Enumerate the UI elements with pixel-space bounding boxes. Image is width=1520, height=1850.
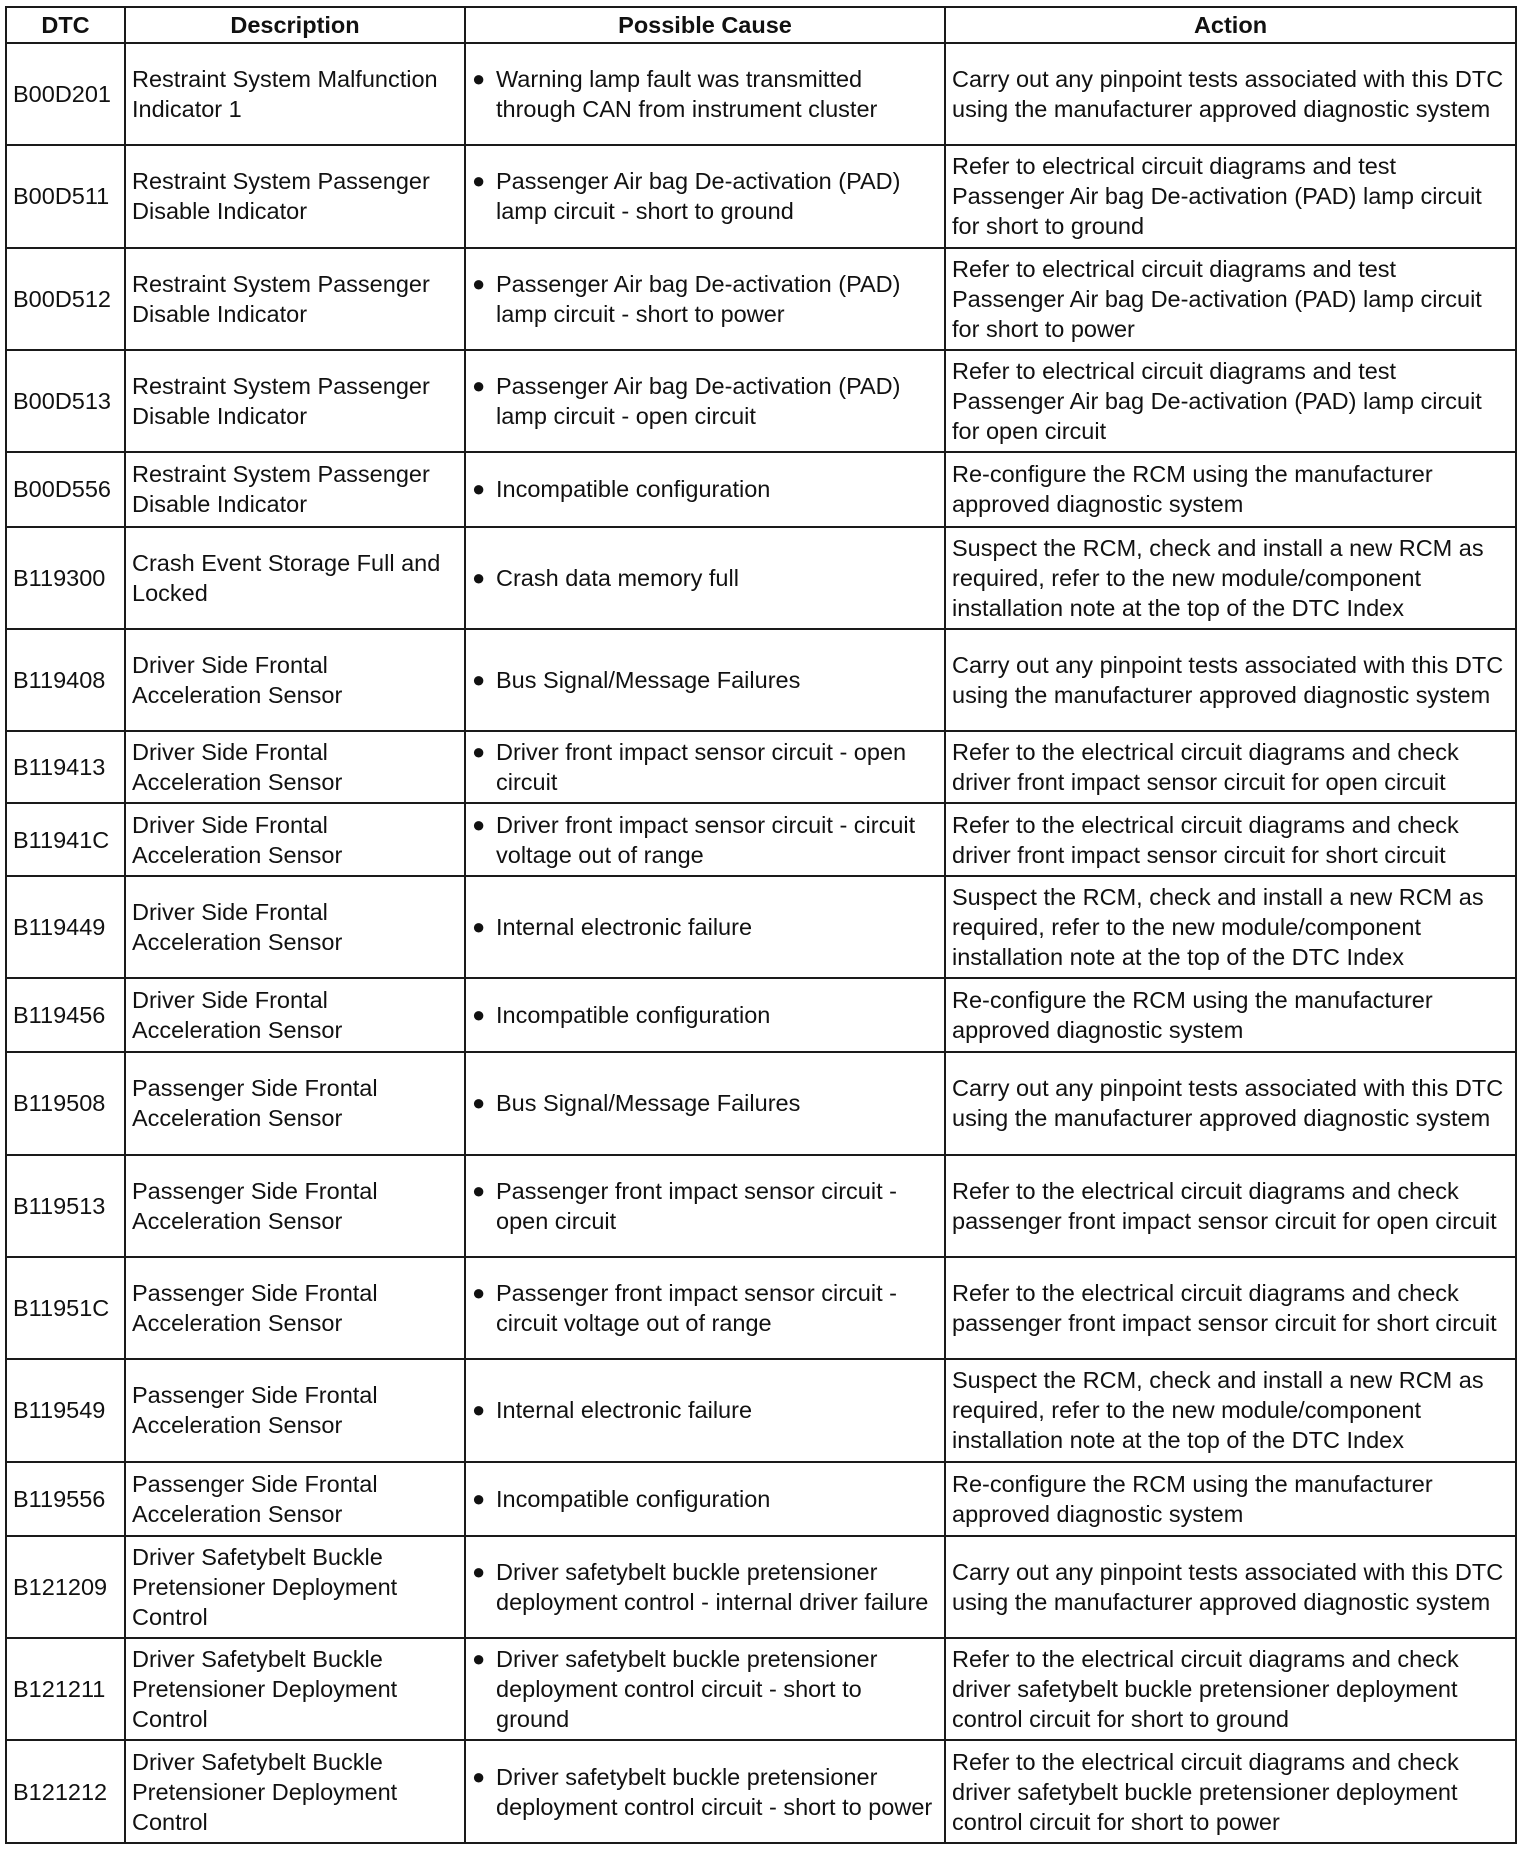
bullet-icon: ●	[472, 811, 486, 837]
possible-cause-cell	[465, 629, 945, 731]
dtc-description: Passenger Side Frontal Acceleration Sensor	[125, 1257, 465, 1359]
dtc-code: B00D513	[6, 350, 125, 452]
bullet-icon: ●	[472, 270, 486, 296]
cause-list-item	[472, 1484, 940, 1514]
table-row	[6, 43, 1516, 145]
possible-cause-cell	[465, 145, 945, 247]
possible-cause-cell	[465, 1155, 945, 1257]
cause-list-item	[472, 665, 940, 695]
table-row	[6, 1638, 1516, 1740]
dtc-code: B119413	[6, 731, 125, 803]
possible-cause-text: Passenger Air bag De-activation (PAD) lamp circuit - short to power	[496, 270, 901, 327]
action-text: Re-configure the RCM using the manufacturer approved diagnostic system	[945, 978, 1516, 1052]
action-text: Refer to electrical circuit diagrams and test Passenger Air bag De-activation (PAD) lamp circuit for open circuit	[945, 350, 1516, 452]
action-text: Suspect the RCM, check and install a new RCM as required, refer to the new module/component installation note at the top of the DTC Index	[945, 1359, 1516, 1461]
possible-cause-cell	[465, 527, 945, 629]
dtc-code: B121211	[6, 1638, 125, 1740]
cause-list-item	[472, 1278, 940, 1338]
table-row	[6, 1462, 1516, 1536]
bullet-icon: ●	[472, 564, 486, 590]
dtc-code: B119456	[6, 978, 125, 1052]
dtc-table	[5, 6, 1517, 1844]
action-text: Suspect the RCM, check and install a new RCM as required, refer to the new module/component installation note at the top of the DTC Index	[945, 527, 1516, 629]
dtc-code: B119549	[6, 1359, 125, 1461]
action-text: Refer to the electrical circuit diagrams and check passenger front impact sensor circuit for short circuit	[945, 1257, 1516, 1359]
possible-cause-text: Driver safetybelt buckle pretensioner deployment control circuit - short to power	[496, 1763, 933, 1820]
possible-cause-cell	[465, 876, 945, 978]
action-text: Refer to the electrical circuit diagrams and check passenger front impact sensor circuit for open circuit	[945, 1155, 1516, 1257]
dtc-description: Driver Side Frontal Acceleration Sensor	[125, 629, 465, 731]
cause-list-item	[472, 912, 940, 942]
cause-list-item	[472, 1644, 940, 1734]
dtc-code: B119508	[6, 1052, 125, 1154]
action-text: Carry out any pinpoint tests associated with this DTC using the manufacturer approved diagnostic system	[945, 1052, 1516, 1154]
bullet-icon: ●	[472, 1177, 486, 1203]
possible-cause-cell	[465, 1462, 945, 1536]
bullet-icon: ●	[472, 66, 486, 92]
possible-cause-cell	[465, 731, 945, 803]
action-text: Carry out any pinpoint tests associated with this DTC using the manufacturer approved diagnostic system	[945, 629, 1516, 731]
table-body	[6, 43, 1516, 1843]
cause-list-item	[472, 1000, 940, 1030]
possible-cause-text: Warning lamp fault was transmitted through CAN from instrument cluster	[496, 66, 878, 123]
cause-list-item	[472, 810, 940, 870]
dtc-code: B119449	[6, 876, 125, 978]
dtc-code: B119556	[6, 1462, 125, 1536]
dtc-code: B00D512	[6, 248, 125, 350]
bullet-icon: ●	[472, 739, 486, 765]
dtc-description: Crash Event Storage Full and Locked	[125, 527, 465, 629]
possible-cause-text: Incompatible configuration	[496, 1485, 771, 1512]
cause-list-item	[472, 166, 940, 226]
dtc-code: B11941C	[6, 803, 125, 875]
table-row	[6, 1052, 1516, 1154]
possible-cause-text: Internal electronic failure	[496, 913, 753, 940]
cause-list-item	[472, 1176, 940, 1236]
action-text: Refer to electrical circuit diagrams and test Passenger Air bag De-activation (PAD) lamp circuit for short to ground	[945, 145, 1516, 247]
possible-cause-cell	[465, 248, 945, 350]
dtc-description: Driver Safetybelt Buckle Pretensioner Deployment Control	[125, 1638, 465, 1740]
table-row	[6, 731, 1516, 803]
possible-cause-text: Passenger Air bag De-activation (PAD) lamp circuit - short to ground	[496, 168, 901, 225]
dtc-code: B00D201	[6, 43, 125, 145]
possible-cause-cell	[465, 1638, 945, 1740]
cause-list-item	[472, 563, 940, 593]
header-dtc: DTC	[6, 7, 125, 43]
header-action: Action	[945, 7, 1516, 43]
cause-list-item	[472, 1088, 940, 1118]
table-row	[6, 452, 1516, 526]
possible-cause-cell	[465, 978, 945, 1052]
possible-cause-text: Bus Signal/Message Failures	[496, 667, 801, 694]
action-text: Carry out any pinpoint tests associated with this DTC using the manufacturer approved diagnostic system	[945, 1536, 1516, 1638]
bullet-icon: ●	[472, 667, 486, 693]
bullet-icon: ●	[472, 373, 486, 399]
bullet-icon: ●	[472, 1763, 486, 1789]
dtc-description: Driver Side Frontal Acceleration Sensor	[125, 731, 465, 803]
possible-cause-cell	[465, 1359, 945, 1461]
cause-list-item	[472, 1395, 940, 1425]
table-row	[6, 978, 1516, 1052]
bullet-icon: ●	[472, 1485, 486, 1511]
cause-list-item	[472, 269, 940, 329]
dtc-description: Driver Side Frontal Acceleration Sensor	[125, 803, 465, 875]
bullet-icon: ●	[472, 1280, 486, 1306]
action-text: Refer to the electrical circuit diagrams and check driver front impact sensor circuit for short circuit	[945, 803, 1516, 875]
table-row	[6, 876, 1516, 978]
table-row	[6, 1359, 1516, 1461]
dtc-code: B121209	[6, 1536, 125, 1638]
action-text: Re-configure the RCM using the manufacturer approved diagnostic system	[945, 452, 1516, 526]
dtc-code: B119300	[6, 527, 125, 629]
dtc-description: Driver Side Frontal Acceleration Sensor	[125, 978, 465, 1052]
dtc-description: Passenger Side Frontal Acceleration Sensor	[125, 1052, 465, 1154]
bullet-icon: ●	[472, 1397, 486, 1423]
cause-list-item	[472, 64, 940, 124]
bullet-icon: ●	[472, 1558, 486, 1584]
dtc-code: B121212	[6, 1740, 125, 1843]
bullet-icon: ●	[472, 1646, 486, 1672]
dtc-description: Restraint System Passenger Disable Indicator	[125, 452, 465, 526]
cause-list-item	[472, 1557, 940, 1617]
possible-cause-text: Internal electronic failure	[496, 1397, 753, 1424]
cause-list-item	[472, 474, 940, 504]
possible-cause-text: Driver safetybelt buckle pretensioner deployment control circuit - short to ground	[496, 1646, 878, 1733]
table-row	[6, 145, 1516, 247]
bullet-icon: ●	[472, 476, 486, 502]
possible-cause-cell	[465, 350, 945, 452]
possible-cause-text: Incompatible configuration	[496, 476, 771, 503]
action-text: Re-configure the RCM using the manufacturer approved diagnostic system	[945, 1462, 1516, 1536]
action-text: Carry out any pinpoint tests associated with this DTC using the manufacturer approved diagnostic system	[945, 43, 1516, 145]
action-text: Refer to the electrical circuit diagrams and check driver safetybelt buckle pretensioner deployment control circuit for short to power	[945, 1740, 1516, 1843]
possible-cause-cell	[465, 803, 945, 875]
header-possible-cause: Possible Cause	[465, 7, 945, 43]
possible-cause-text: Driver front impact sensor circuit - open circuit	[496, 739, 907, 796]
action-text: Refer to electrical circuit diagrams and test Passenger Air bag De-activation (PAD) lamp circuit for short to power	[945, 248, 1516, 350]
dtc-code: B00D511	[6, 145, 125, 247]
action-text: Suspect the RCM, check and install a new RCM as required, refer to the new module/component installation note at the top of the DTC Index	[945, 876, 1516, 978]
bullet-icon: ●	[472, 913, 486, 939]
possible-cause-text: Crash data memory full	[496, 564, 739, 591]
table-row	[6, 527, 1516, 629]
table-row	[6, 350, 1516, 452]
bullet-icon: ●	[472, 168, 486, 194]
dtc-description: Driver Safetybelt Buckle Pretensioner Deployment Control	[125, 1740, 465, 1843]
possible-cause-cell	[465, 1257, 945, 1359]
bullet-icon: ●	[472, 1002, 486, 1028]
possible-cause-cell	[465, 1536, 945, 1638]
possible-cause-text: Passenger Air bag De-activation (PAD) lamp circuit - open circuit	[496, 373, 901, 430]
dtc-description: Passenger Side Frontal Acceleration Sensor	[125, 1462, 465, 1536]
table-row	[6, 1155, 1516, 1257]
possible-cause-text: Incompatible configuration	[496, 1002, 771, 1029]
possible-cause-text: Bus Signal/Message Failures	[496, 1090, 801, 1117]
dtc-code: B00D556	[6, 452, 125, 526]
possible-cause-text: Passenger front impact sensor circuit - circuit voltage out of range	[496, 1280, 897, 1337]
table-row	[6, 1536, 1516, 1638]
header-description: Description	[125, 7, 465, 43]
dtc-description: Restraint System Passenger Disable Indicator	[125, 145, 465, 247]
possible-cause-text: Driver safetybelt buckle pretensioner deployment control - internal driver failure	[496, 1558, 929, 1615]
dtc-description: Driver Side Frontal Acceleration Sensor	[125, 876, 465, 978]
possible-cause-cell	[465, 43, 945, 145]
dtc-description: Passenger Side Frontal Acceleration Sensor	[125, 1359, 465, 1461]
header-row	[6, 7, 1516, 43]
dtc-code: B119513	[6, 1155, 125, 1257]
table-row	[6, 1740, 1516, 1843]
dtc-description: Restraint System Passenger Disable Indicator	[125, 350, 465, 452]
table-row	[6, 248, 1516, 350]
action-text: Refer to the electrical circuit diagrams and check driver safetybelt buckle pretensioner deployment control circuit for short to ground	[945, 1638, 1516, 1740]
cause-list-item	[472, 737, 940, 797]
dtc-description: Driver Safetybelt Buckle Pretensioner Deployment Control	[125, 1536, 465, 1638]
dtc-description: Restraint System Malfunction Indicator 1	[125, 43, 465, 145]
possible-cause-cell	[465, 452, 945, 526]
possible-cause-text: Passenger front impact sensor circuit - open circuit	[496, 1177, 897, 1234]
table-row	[6, 1257, 1516, 1359]
possible-cause-cell	[465, 1740, 945, 1843]
table-row	[6, 629, 1516, 731]
possible-cause-cell	[465, 1052, 945, 1154]
cause-list-item	[472, 1762, 940, 1822]
dtc-code: B119408	[6, 629, 125, 731]
dtc-description: Passenger Side Frontal Acceleration Sensor	[125, 1155, 465, 1257]
cause-list-item	[472, 371, 940, 431]
table-row	[6, 803, 1516, 875]
possible-cause-text: Driver front impact sensor circuit - circuit voltage out of range	[496, 811, 916, 868]
bullet-icon: ●	[472, 1090, 486, 1116]
dtc-description: Restraint System Passenger Disable Indicator	[125, 248, 465, 350]
action-text: Refer to the electrical circuit diagrams and check driver front impact sensor circuit for open circuit	[945, 731, 1516, 803]
dtc-code: B11951C	[6, 1257, 125, 1359]
